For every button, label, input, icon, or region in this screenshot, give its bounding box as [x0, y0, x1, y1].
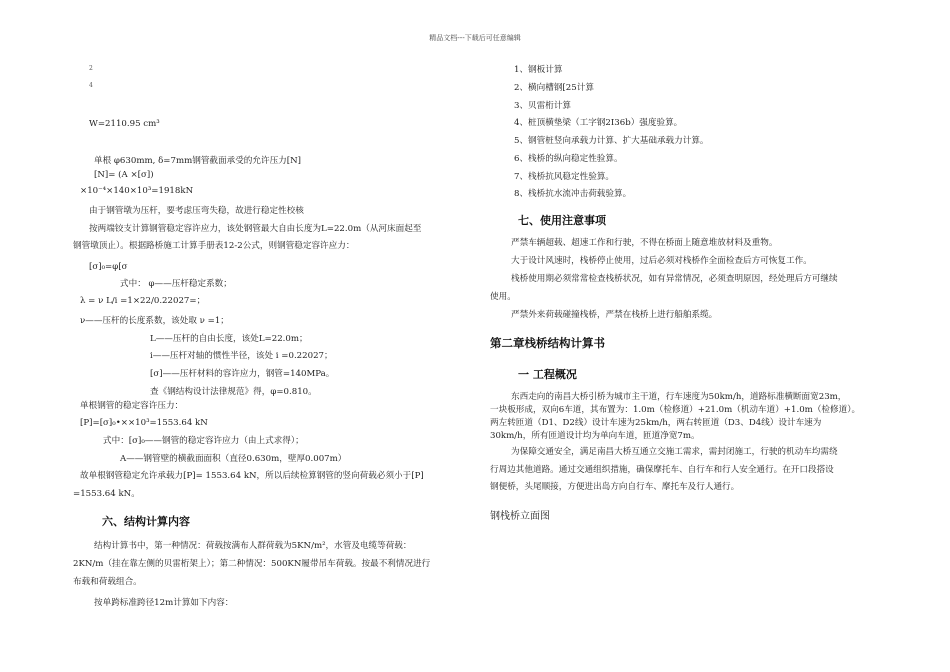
figure-caption: 钢栈桥立面图	[490, 511, 550, 522]
text-line: 30km/h，所有匝道设计均为单向车道，匝道净宽7m。	[490, 431, 700, 441]
text-line: 使用。	[490, 292, 516, 302]
text-line: 由于钢管墩为压杆，要考虑压弯失稳，故进行稳定性校核	[89, 206, 304, 216]
text-line: 两左转匝道（D1、D2线）设计车速为25km/h，两右转匝道（D3、D4线）设计车速为	[490, 418, 822, 428]
section-1-heading: 一 工程概况	[518, 368, 577, 381]
text-line: 钢便桥，头尾顺接，方便进出岛方向自行车、摩托车及行人通行。	[490, 482, 740, 492]
list-item: 4、桩顶横垫梁（工字钢2I36b）强度验算。	[514, 118, 683, 128]
text-line: λ = ν L/i =1×22/0.22027=；	[80, 296, 206, 306]
text-line: ν——压杆的长度系数，该处取 ν =1；	[80, 316, 229, 326]
list-item: 1、钢板计算	[514, 65, 563, 75]
text-line: 式中： φ——压杆稳定系数；	[120, 279, 232, 289]
chapter-2-heading: 第二章栈桥结构计算书	[490, 336, 605, 350]
text-line: [σ]₀=φ[σ	[89, 262, 128, 272]
text-line: 按两端铰支计算钢管稳定容许应力，该处钢管最大自由长度为L=22.0m（从河床面起至	[89, 224, 422, 234]
list-item: 8、栈桥抗水流冲击荷载验算。	[514, 189, 632, 199]
list-item: 3、贝雷桁计算	[514, 101, 572, 111]
text-line: =1553.64 kN。	[73, 489, 140, 499]
list-item: 2、横向槽钢[25计算	[514, 83, 594, 93]
text-line: 式中：[σ]₀——钢管的稳定容许应力（由上式求得）；	[103, 436, 304, 446]
page-header: 精品文档---下载后可任意编辑	[429, 34, 521, 42]
text-line: 单根 φ630mm, δ=7mm钢管截面承受的允许压力[N]	[94, 156, 301, 166]
text-line: A——钢管壁的横截面面积（直径0.630m，壁厚0.007m）	[120, 454, 347, 464]
text-line: 东西走向的南昌大桥引桥为城市主干道，行车速度为50km/h，道路标准横断面宽23m，	[511, 392, 847, 402]
text-line: [N]= (A ×[σ])	[94, 170, 154, 180]
section-7-heading: 七、使用注意事项	[518, 214, 606, 227]
text-line: 2KN/m（挂在靠左侧的贝雷桁架上）；第二种情况：500KN履带吊车荷载。按最不利情况进行	[73, 559, 431, 569]
text-line: 大于设计风速时，栈桥停止使用，过后必须对栈桥作全面检查后方可恢复工作。	[511, 256, 812, 266]
text-line: 行周边其他道路。通过交通组织措施，确保摩托车、自行车和行人安全通行。在开口段搭设	[490, 465, 834, 475]
text-line: 单根钢管的稳定容许压力：	[80, 401, 184, 411]
text-line: 栈桥使用期必须常常检查栈桥状况，如有异常情况，必须查明原因，经处理后方可继续	[511, 274, 838, 284]
text-line: [P]=[σ]₀•××10³=1553.64 kN	[80, 418, 208, 428]
section-6-heading: 六、结构计算内容	[102, 515, 190, 528]
list-item: 7、栈桥抗风稳定性验算。	[514, 172, 614, 182]
text-line: ×10⁻⁴×140×10³=1918kN	[80, 186, 194, 196]
text-line: 一块板形成，双向6车道，其布置为：1.0m（检修道）+21.0m（机动车道）+1.0m（检修道）。	[490, 405, 861, 415]
text-line: 故单根钢管稳定允许承载力[P]= 1553.64 kN，所以后续检算钢管的竖向荷载必须小于[P]	[80, 471, 424, 481]
text-line: 查《钢结构设计法律规范》得，φ=0.810。	[150, 387, 317, 397]
text-line: 严禁外来荷载碰撞栈桥，严禁在栈桥上进行船舶系缆。	[511, 310, 718, 320]
text-line: W=2110.95 cm³	[89, 119, 160, 129]
text-line: i——压杆对轴的惯性半径，该处 i =0.22027；	[150, 351, 333, 361]
text-line: 钢管墩顶止）。根据路桥施工计算手册表12-2公式，则钢管稳定容许应力：	[73, 241, 355, 251]
text-line: 严禁车辆超载、超速工作和行驶，不得在桥面上随意堆放材料及重物。	[511, 238, 778, 248]
formula-fragment: 2	[89, 65, 93, 72]
text-line: 结构计算书中，第一种情况：荷载按满布人群荷载为5KN/m²，水管及电缆等荷载：	[94, 541, 412, 551]
list-item: 5、钢管桩竖向承载力计算、扩大基础承载力计算。	[514, 136, 709, 146]
text-line: 布载和荷载组合。	[73, 577, 142, 587]
text-line: 为保障交通安全，满足南昌大桥互通立交施工需求，需封闭施工，行驶的机动车均需绕	[511, 447, 838, 457]
text-line: L——压杆的自由长度，该处L=22.0m；	[150, 334, 308, 344]
formula-fragment: 4	[89, 82, 93, 89]
list-item: 6、栈桥的纵向稳定性验算。	[514, 154, 623, 164]
text-line: [σ]——压杆材料的容许应力，钢管=140MPa。	[150, 369, 335, 379]
text-line: 按单跨标准跨径12m计算如下内容：	[94, 598, 234, 608]
